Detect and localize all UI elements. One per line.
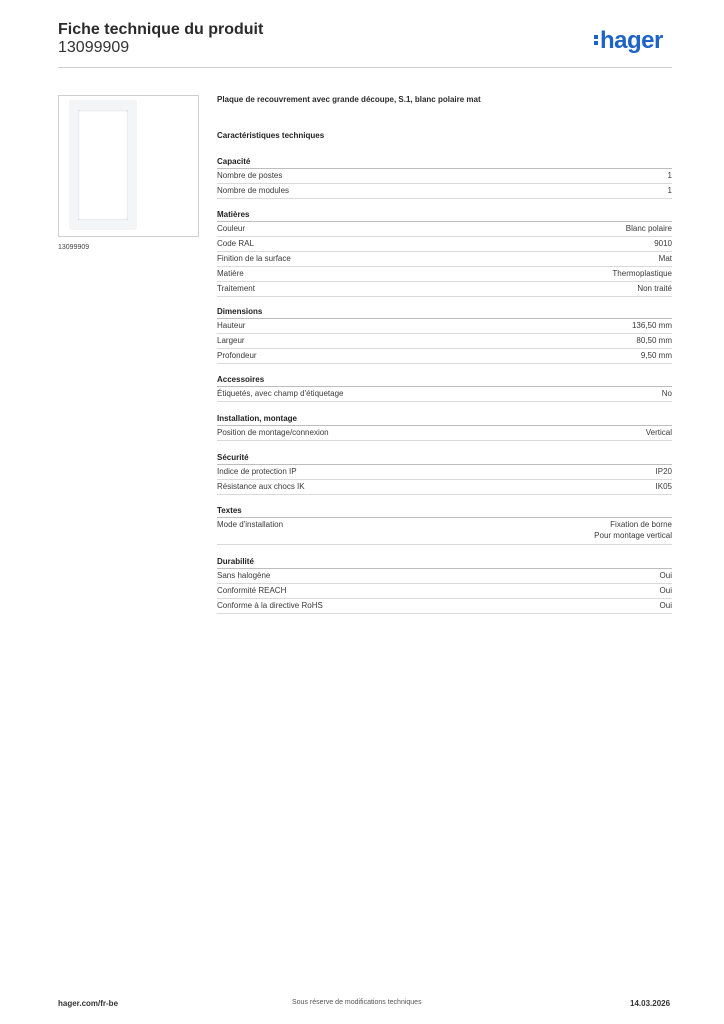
spec-label: Sans halogène bbox=[217, 571, 271, 580]
group-accessoires bbox=[217, 373, 672, 402]
group-dimensions bbox=[217, 305, 672, 364]
spec-value: Oui bbox=[659, 586, 672, 595]
spec-value: IK05 bbox=[655, 482, 672, 491]
spec-value: Blanc polaire bbox=[625, 224, 672, 233]
product-description: Plaque de recouvrement avec grande découpe, S.1, blanc polaire mat bbox=[217, 95, 481, 104]
spec-value: Non traité bbox=[637, 284, 672, 293]
spec-value: IP20 bbox=[655, 467, 672, 476]
spec-row bbox=[217, 584, 672, 599]
spec-value-line: Fixation de borne bbox=[610, 520, 672, 529]
hager-logo bbox=[594, 27, 663, 55]
group-installation bbox=[217, 412, 672, 441]
spec-label: Nombre de postes bbox=[217, 171, 283, 180]
spec-label: Hauteur bbox=[217, 321, 246, 330]
section-heading: Caractéristiques techniques bbox=[217, 131, 325, 140]
spec-label: Traitement bbox=[217, 284, 255, 293]
spec-label: Largeur bbox=[217, 336, 245, 345]
spec-label: Nombre de modules bbox=[217, 186, 290, 195]
spec-row bbox=[217, 319, 672, 334]
group-textes bbox=[217, 504, 672, 545]
spec-value: Oui bbox=[659, 571, 672, 580]
spec-row bbox=[217, 252, 672, 267]
spec-label: Résistance aux chocs IK bbox=[217, 482, 305, 491]
spec-row bbox=[217, 184, 672, 199]
spec-value bbox=[594, 519, 672, 544]
spec-label: Position de montage/connexion bbox=[217, 428, 329, 437]
spec-value: Vertical bbox=[645, 428, 672, 437]
product-image bbox=[58, 95, 199, 237]
spec-label: Code RAL bbox=[217, 239, 254, 248]
spec-value: 9,50 mm bbox=[640, 351, 672, 360]
spec-value: 1 bbox=[667, 186, 672, 195]
spec-row bbox=[217, 222, 672, 237]
group-title: Textes bbox=[217, 504, 672, 518]
spec-row bbox=[217, 426, 672, 441]
spec-row bbox=[217, 282, 672, 297]
spec-row bbox=[217, 237, 672, 252]
spec-row bbox=[217, 569, 672, 584]
spec-label: Mode d'installation bbox=[217, 520, 284, 529]
spec-label: Indice de protection IP bbox=[217, 467, 297, 476]
spec-value: Mat bbox=[658, 254, 672, 263]
logo-text: hager bbox=[600, 27, 663, 54]
group-title: Installation, montage bbox=[217, 412, 672, 426]
group-capacite bbox=[217, 155, 672, 199]
spec-label: Conforme à la directive RoHS bbox=[217, 601, 323, 610]
spec-value: 80,50 mm bbox=[636, 336, 672, 345]
spec-row bbox=[217, 334, 672, 349]
spec-value: 136,50 mm bbox=[631, 321, 672, 330]
spec-label: Couleur bbox=[217, 224, 246, 233]
spec-row bbox=[217, 169, 672, 184]
product-code: 13099909 bbox=[58, 39, 130, 56]
group-matieres bbox=[217, 208, 672, 297]
spec-value-line: Pour montage vertical bbox=[594, 531, 672, 540]
spec-value: No bbox=[661, 389, 672, 398]
page-title: Fiche technique du produit bbox=[58, 21, 264, 38]
group-title: Sécurité bbox=[217, 451, 672, 465]
spec-label: Finition de la surface bbox=[217, 254, 291, 263]
group-title: Matières bbox=[217, 208, 672, 222]
spec-value: Thermoplastique bbox=[612, 269, 672, 278]
group-title: Durabilité bbox=[217, 555, 672, 569]
spec-label: Matière bbox=[217, 269, 244, 278]
footer-date: 14.03.2026 bbox=[630, 999, 671, 1008]
header-divider bbox=[58, 67, 672, 68]
spec-row bbox=[217, 465, 672, 480]
spec-row bbox=[217, 387, 672, 402]
group-durabilite bbox=[217, 555, 672, 614]
spec-label: Étiquetés, avec champ d'étiquetage bbox=[217, 389, 344, 398]
group-title: Dimensions bbox=[217, 305, 672, 319]
spec-value: Oui bbox=[659, 601, 672, 610]
logo-dots-icon bbox=[594, 33, 598, 47]
group-securite bbox=[217, 451, 672, 495]
cover-plate-icon bbox=[70, 101, 136, 229]
spec-row bbox=[217, 480, 672, 495]
footer-notice: Sous réserve de modifications techniques bbox=[292, 999, 422, 1006]
image-caption: 13099909 bbox=[58, 244, 90, 251]
group-title: Capacité bbox=[217, 155, 672, 169]
spec-row bbox=[217, 599, 672, 614]
footer-website: hager.com/fr-be bbox=[58, 999, 119, 1008]
spec-row bbox=[217, 349, 672, 364]
spec-row bbox=[217, 267, 672, 282]
group-title: Accessoires bbox=[217, 373, 672, 387]
spec-value: 9010 bbox=[654, 239, 672, 248]
spec-row bbox=[217, 518, 672, 545]
spec-label: Profondeur bbox=[217, 351, 257, 360]
spec-value: 1 bbox=[667, 171, 672, 180]
spec-label: Conformité REACH bbox=[217, 586, 287, 595]
